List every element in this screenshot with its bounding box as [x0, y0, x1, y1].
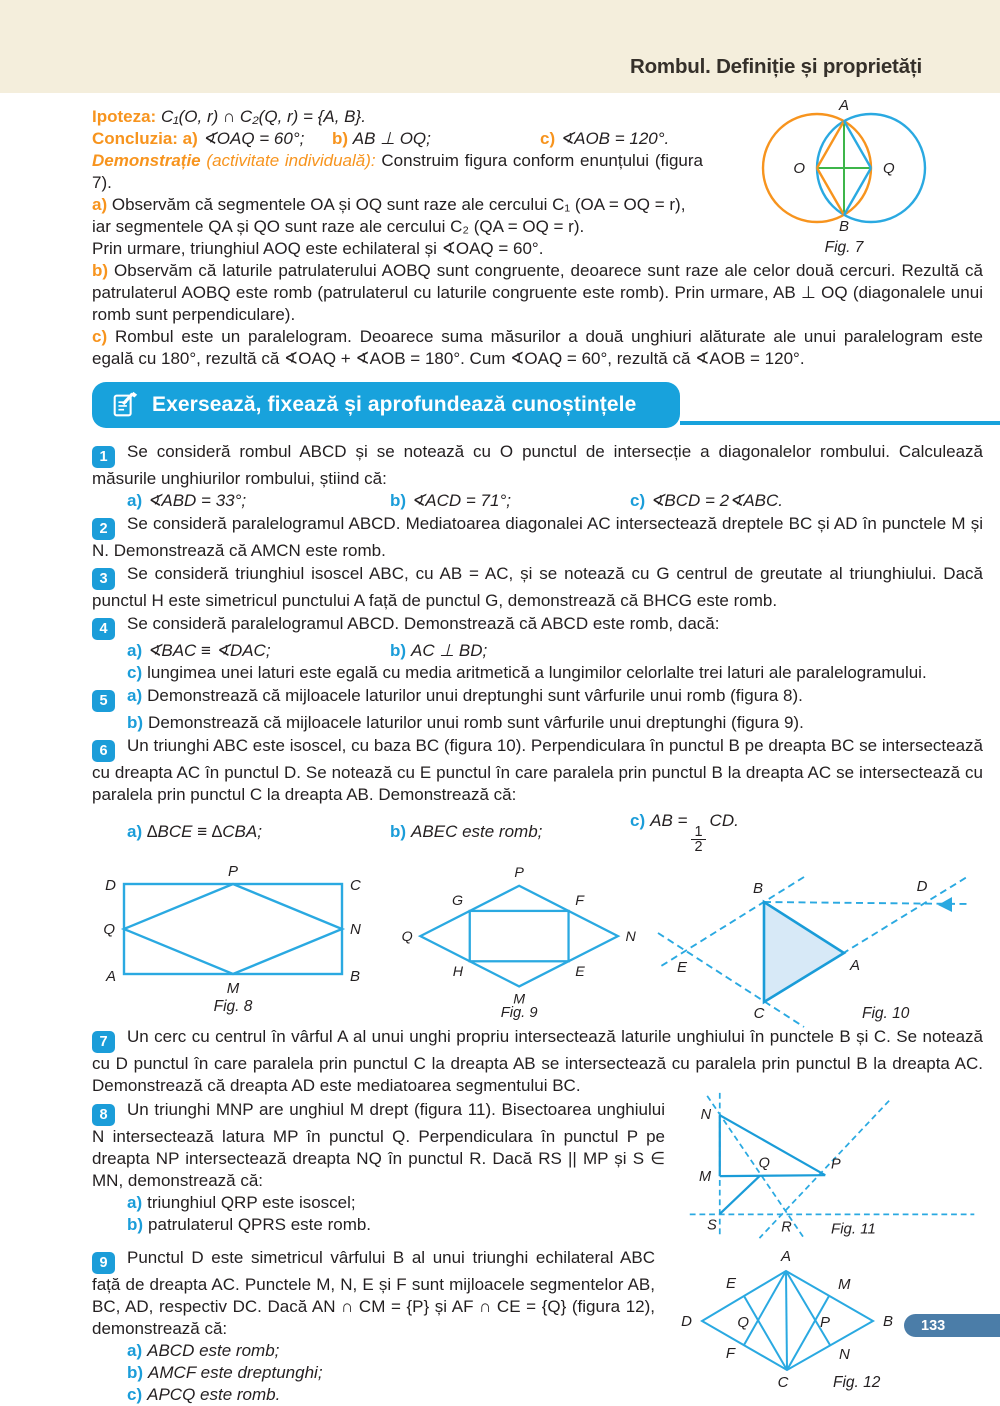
rhombus-QPNM — [420, 886, 618, 987]
exercise-2-badge: 2 — [92, 518, 115, 540]
exercise-1-badge: 1 — [92, 446, 115, 468]
exercises-section — [92, 441, 983, 1406]
fig9-drawing — [397, 862, 647, 1021]
fig10-label-b: B — [752, 880, 764, 897]
fig11-label-m: M — [698, 1169, 712, 1185]
fig8-label-a: A — [105, 968, 116, 985]
page-number-badge — [904, 1314, 1000, 1337]
fig9-label-g: G — [452, 892, 464, 909]
exercise-8-badge: 8 — [92, 1104, 115, 1126]
exercise-6-option-c — [630, 810, 739, 854]
page-title: Rombul. Definiție și proprietăți — [629, 55, 922, 78]
fig12-label-d: D — [681, 1313, 692, 1330]
fraction-numerator: 1 — [694, 824, 703, 840]
fig7-label-o: O — [793, 160, 805, 177]
banner-title: Exersează, fixează și aprofundează cunoștințele — [152, 393, 637, 416]
concluzia-c-text: ∢AOB = 120°. — [559, 129, 670, 148]
fig7-figure — [711, 92, 983, 256]
option-text: ∢ACD = 71°; — [411, 491, 511, 510]
fraction-denominator: 2 — [691, 839, 705, 854]
section-banner-row — [92, 382, 1000, 428]
rhombus-QPNM — [124, 884, 342, 974]
fig12-label-b: B — [883, 1313, 894, 1330]
option-label: a) — [127, 491, 143, 510]
step-c-text: Rombul este un paralelogram. Deoarece suma măsurilor a două unghiuri alăturate ale unui paralelogram este egală cu 180°, rezultă că ∢OAQ + ∢AOB = 180°. Cum ∢OAQ = 60°, rezultă că ∢AOB = 120°. — [92, 327, 983, 368]
option-text: ∢BAC ≡ ∢DAC; — [147, 641, 271, 660]
fig11-caption: Fig. 11 — [831, 1220, 876, 1238]
option-label: c) — [127, 1385, 143, 1404]
demo-text: Construim figura conform enunțului (figura 7). — [92, 151, 704, 192]
triangle-MNP — [720, 1115, 825, 1214]
fig8-label-m: M — [226, 980, 240, 997]
option-text: lungimea unei laturi este egală cu media aritmetică a lungimilor celorlalte trei laturi ale paralelogramului. — [147, 663, 927, 682]
step-c-label: c) — [92, 327, 108, 346]
fig9-label-h: H — [452, 964, 464, 980]
fig8-figure — [92, 862, 397, 1022]
fig11-drawing — [683, 1091, 983, 1241]
option-label: b) — [390, 641, 407, 660]
fig11-label-n: N — [700, 1107, 712, 1124]
option-label: b) — [127, 713, 144, 732]
fig9-label-e: E — [575, 964, 585, 980]
exercise-3 — [92, 563, 983, 612]
fig10-label-c: C — [753, 1005, 765, 1022]
option-label: b) — [390, 491, 407, 510]
fig11-label-p: P — [831, 1156, 841, 1173]
side-OB — [817, 168, 844, 215]
fig8-label-q: Q — [103, 921, 115, 938]
concluzia-c-label: c) — [540, 129, 556, 148]
exercise-8-text: Un triunghi MNP are unghiul M drept (figura 11). Bisectoarea unghiului N intersectează latura MP în punctul Q. Perpendiculara în punctul P pe dreapta NP intersectează dreapta NQ în punctul R. Dacă RS || MP și S ∈ MN, demonstrează că: — [92, 1100, 665, 1190]
exercise-6-text: Un triunghi ABC este isoscel, cu baza BC (figura 10). Perpendiculara în punctul B pe dreapta BC se intersectează cu dreapta AC în punctul D. Se notează cu E punctul în care paralela prin punctul B la dreapta AC se intersectează cu paralela prin punctul C la dreapta AB. Demonstrează că: — [92, 736, 983, 804]
option-label: b) — [127, 1363, 144, 1382]
step-b-label: b) — [92, 261, 109, 280]
side-QB — [844, 168, 871, 215]
fig12-label-n: N — [839, 1346, 850, 1363]
option-text: ∆BCE ≡ ∆CBA; — [147, 822, 262, 841]
exercise-4-option-c — [92, 662, 983, 684]
option-label: b) — [127, 1215, 144, 1234]
fig10-label-e: E — [676, 959, 688, 976]
demo-paren: (activitate individuală): — [206, 151, 376, 170]
option-label: c) — [630, 491, 646, 510]
fig8-label-d: D — [105, 877, 116, 894]
option-text: ∢BCD = 2∢ABC. — [650, 491, 784, 510]
rectangle-GFEH — [470, 911, 569, 961]
page-content — [92, 97, 983, 370]
ipoteza-label: Ipoteza: — [92, 107, 157, 126]
fig12-label-q: Q — [737, 1314, 749, 1331]
option-text: ABCD este romb; — [147, 1341, 280, 1360]
exercise-2 — [92, 513, 983, 562]
fig8-label-c: C — [350, 877, 361, 894]
fig12-label-m: M — [838, 1276, 851, 1293]
exercise-9 — [92, 1247, 655, 1340]
fig10-figure — [652, 862, 983, 1022]
fig9-label-p: P — [514, 865, 524, 882]
exercise-9-text: Punctul D este simetricul vârfului B al unui triunghi echilateral ABC față de dreapta AC. Punctele M, N, E și F sunt mijloacele segmentelor AB, BC, AD, respectiv DC. Dacă AN ∩ CM = {P} și AF ∩ CE = {Q} (figura 12), demonstrează că: — [92, 1248, 655, 1338]
concluzia-a-label: Concluzia: a) — [92, 129, 198, 148]
fig9-caption: Fig. 9 — [500, 1004, 538, 1021]
fig12-label-p: P — [820, 1314, 831, 1331]
exercise-2-text: Se consideră paralelogramul ABCD. Mediatoarea diagonalei AC intersectează dreptele BC și AD în punctele M și N. Demonstrează că AMCN este romb. — [92, 514, 983, 560]
option-label: a) — [127, 822, 143, 841]
fig9-label-q: Q — [401, 928, 413, 945]
fig11-figure — [683, 1099, 983, 1241]
exercise-1-options — [92, 490, 983, 512]
fig9-label-n: N — [625, 928, 636, 945]
exercise-5 — [92, 685, 983, 734]
exercise-banner — [92, 382, 680, 428]
option-text: Demonstrează că mijloacele laturilor unui dreptunghi sunt vârfurile unui romb (figura 8). — [147, 686, 803, 705]
fig8-caption: Fig. 8 — [213, 998, 253, 1015]
exercise-9-badge: 9 — [92, 1252, 115, 1274]
option-label: a) — [127, 686, 143, 705]
option-text: AC ⊥ BD; — [411, 641, 488, 660]
exercise-6-badge: 6 — [92, 740, 115, 762]
header-band — [0, 0, 1000, 93]
fig12-label-c: C — [777, 1374, 789, 1391]
option-text: Demonstrează că mijloacele laturilor unui romb sunt vârfurile unui dreptunghi (figura 9). — [148, 713, 804, 732]
proof-step-c — [92, 326, 983, 370]
step-a-label: a) — [92, 195, 108, 214]
step-a-line1: Observăm că segmentele OA și OQ sunt raze ale cercului C₁ (OA = OQ = r), — [111, 195, 686, 214]
proof-section — [92, 97, 983, 370]
option-text: ∢ABD = 33°; — [147, 491, 247, 510]
exercise-6 — [92, 735, 983, 854]
proof-concluzia — [92, 128, 703, 150]
fig12-caption: Fig. 12 — [833, 1374, 881, 1391]
arrowhead — [938, 897, 952, 912]
step-b-text: Observăm că laturile patrulaterului AOBQ sunt congruente, deoarece sunt raze ale celor două cercuri. Rezultă că patrulaterul AOBQ este romb (patrulaterul cu laturile congruente este romb). Prin urmare, AB ⊥ OQ (diagonalele unui romb sunt perpendiculare). — [92, 261, 983, 324]
fig10-caption: Fig. 10 — [862, 1005, 910, 1022]
exercise-4-options — [92, 640, 983, 662]
page-number: 133 — [921, 1317, 946, 1334]
fig7-drawing — [719, 90, 979, 262]
fig12-label-a: A — [780, 1248, 792, 1265]
fig10-drawing — [652, 862, 983, 1022]
fig7-caption: Fig. 7 — [824, 239, 864, 256]
option-label: c) — [127, 663, 143, 682]
banner-pencil-icon — [110, 390, 140, 420]
side-QA — [844, 121, 871, 168]
fraction-post: CD. — [709, 811, 739, 830]
fig11-label-s: S — [707, 1217, 717, 1234]
rectangle-ABCD — [124, 884, 342, 974]
exercise-4 — [92, 613, 983, 684]
fraction — [691, 825, 705, 854]
fig7-label-q: Q — [883, 160, 895, 177]
exercise-7-badge: 7 — [92, 1031, 115, 1053]
concluzia-a-text: ∢OAQ = 60°; — [202, 129, 305, 148]
demo-label: Demonstrație — [92, 151, 201, 170]
figures-row — [92, 862, 983, 1022]
exercise-1-text: Se consideră rombul ABCD și se notează cu O punctul de intersecție a diagonalelor rombului. Calculează măsurile unghiurilor rombului, știind că: — [92, 442, 983, 488]
fig8-label-b: B — [350, 968, 361, 985]
option-label: a) — [127, 1341, 143, 1360]
ipoteza-text: C₁(O, r) ∩ C₂(Q, r) = {A, B}. — [160, 107, 366, 126]
exercise-1 — [92, 441, 983, 512]
fig8-label-n: N — [350, 921, 361, 938]
exercise-9-row — [92, 1247, 983, 1406]
exercise-3-text: Se consideră triunghiul isoscel ABC, cu AB = AC, și se notează cu G centrul de greutate al triunghiului. Dacă punctul H este simetricul punctului A față de punctul G, demonstrează că BHCG este romb. — [92, 564, 983, 610]
option-text: patrulaterul QPRS este romb. — [148, 1215, 372, 1234]
banner-tail-line — [680, 421, 1000, 425]
exercise-4-badge: 4 — [92, 618, 115, 640]
exercise-8-row — [92, 1099, 983, 1241]
fraction-pre: AB = — [650, 811, 688, 830]
exercise-3-badge: 3 — [92, 568, 115, 590]
triangle-ABC — [764, 902, 844, 1002]
exercise-5-badge: 5 — [92, 690, 115, 712]
exercise-4-text: Se consideră paralelogramul ABCD. Demonstrează că ABCD este romb, dacă: — [127, 614, 720, 633]
proof-step-b — [92, 260, 983, 326]
option-label: a) — [127, 641, 143, 660]
fig8-drawing — [92, 862, 387, 1014]
proof-step-a-line2: iar segmentele QA și QO sunt raze ale cercului C₂ (QA = OQ = r). — [92, 217, 585, 236]
side-OA — [817, 121, 844, 168]
concluzia-b-text: AB ⊥ OQ; — [352, 129, 431, 148]
fig8-label-p: P — [227, 863, 239, 880]
fig12-label-e: E — [725, 1275, 736, 1292]
fig7-label-a: A — [838, 97, 850, 114]
option-text: AMCF este dreptunghi; — [148, 1363, 323, 1382]
proof-step-a-line3: Prin urmare, triunghiul AOQ este echilateral și ∢OAQ = 60°. — [92, 239, 544, 258]
option-label: b) — [390, 822, 407, 841]
fig10-label-a: A — [850, 957, 861, 974]
option-label: c) — [630, 811, 646, 830]
fig9-label-m: M — [513, 991, 526, 1008]
exercise-7-text: Un cerc cu centrul în vârful A al unui unghi propriu intersectează laturile unghiului în punctele B și C. Se notează cu D punctul în care paralela prin punctul C la dreapta AB se intersectează cu paralela prin punctul B la dreapta AC. Demonstrează că dreapta AD este mediatoarea segmentului BC. — [92, 1027, 983, 1095]
concluzia-b-label: b) — [332, 129, 349, 148]
option-text: triunghiul QRP este isoscel; — [147, 1193, 356, 1212]
fig9-figure — [397, 862, 652, 1022]
option-text: ABEC este romb; — [411, 822, 543, 841]
fig11-label-q: Q — [758, 1155, 770, 1172]
exercise-6-options — [92, 810, 983, 854]
fig12-label-f: F — [725, 1345, 735, 1362]
fig11-label-r: R — [781, 1219, 792, 1236]
exercise-8 — [92, 1099, 665, 1192]
fig9-label-f: F — [575, 892, 584, 909]
option-text: APCQ este romb. — [147, 1385, 281, 1404]
exercise-7 — [92, 1026, 983, 1097]
option-label: a) — [127, 1193, 143, 1212]
fig10-label-d: D — [916, 878, 928, 895]
fig7-label-b: B — [838, 218, 850, 235]
